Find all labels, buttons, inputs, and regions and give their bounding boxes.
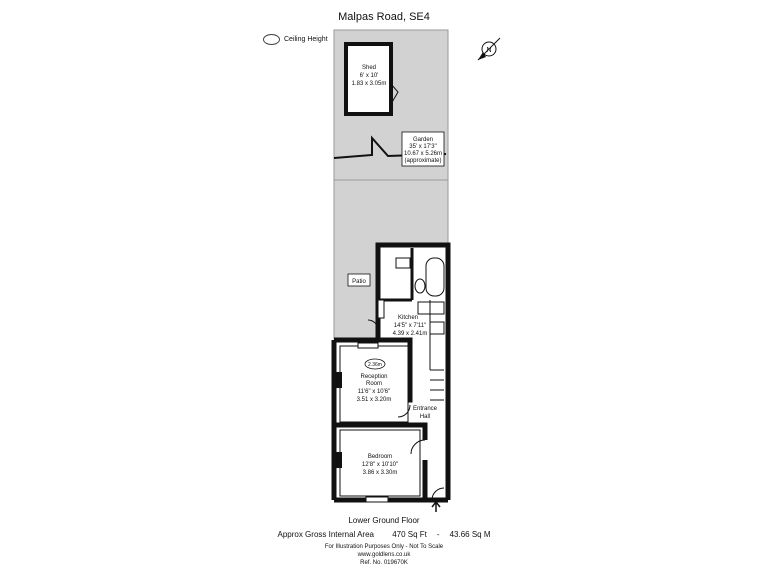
kitchen-metric: 4.39 x 2.41m	[392, 331, 428, 337]
bedroom-fireplace	[334, 452, 342, 468]
legend-label: Ceiling Height	[284, 36, 328, 43]
reception-window	[358, 343, 378, 348]
garden-metric: 10.67 x 5.26m	[403, 151, 443, 157]
area-separator: -	[436, 530, 440, 539]
kitchen-hob	[430, 322, 444, 334]
reception-ceiling-height: 2.36m	[368, 362, 382, 368]
disclaimer-ref: Ref. No. 019670K	[360, 560, 408, 566]
reception-metric: 3.51 x 3.20m	[356, 397, 392, 403]
area-sqm: 43.66 Sq M	[449, 530, 491, 539]
disclaimer-website: www.goldlens.co.uk	[357, 552, 411, 558]
kitchen-window	[378, 300, 384, 318]
area-sqft: 470 Sq Ft	[392, 530, 427, 539]
disclaimer-line1: For Illustration Purposes Only - Not To Scale	[324, 544, 444, 550]
shed-room	[346, 44, 391, 114]
compass-label: N	[486, 47, 492, 54]
reception-name-line2: Room	[365, 381, 383, 387]
shed-metric: 1.83 x 3.05m	[351, 81, 387, 87]
garden-name: Garden	[412, 137, 434, 143]
reception-name-line1: Reception	[360, 374, 388, 380]
reception-imperial: 11'6" x 10'6"	[357, 389, 391, 395]
basin-fixture	[396, 258, 410, 268]
compass-icon	[478, 38, 500, 60]
reception-fireplace	[334, 372, 342, 388]
shed-imperial: 6' x 10'	[359, 73, 379, 79]
garden-note: (approximate)	[404, 158, 442, 164]
shed-name: Shed	[361, 65, 377, 71]
kitchen-sink	[418, 302, 444, 314]
floor-label: Lower Ground Floor	[348, 516, 420, 525]
property-title: Malpas Road, SE4	[338, 11, 430, 23]
gross-area-line	[0, 530, 768, 539]
entrance-arrow-icon	[432, 502, 440, 512]
hall-name-line2: Hall	[419, 414, 431, 420]
kitchen-imperial: 14'5" x 7'11"	[393, 323, 427, 329]
bedroom-window	[366, 497, 388, 502]
bedroom-name: Bedroom	[367, 454, 393, 460]
hall-name-line1: Entrance	[412, 406, 438, 412]
garden-imperial: 35' x 17'3"	[409, 144, 437, 150]
wc-fixture	[415, 279, 425, 293]
patio-name: Patio	[352, 279, 366, 285]
bath-fixture	[426, 258, 444, 296]
bedroom-imperial: 12'8" x 10'10"	[361, 462, 399, 468]
area-label: Approx Gross Internal Area	[277, 530, 374, 539]
kitchen-name: Kitchen	[397, 315, 419, 321]
bedroom-metric: 3.86 x 3.30m	[362, 470, 398, 476]
